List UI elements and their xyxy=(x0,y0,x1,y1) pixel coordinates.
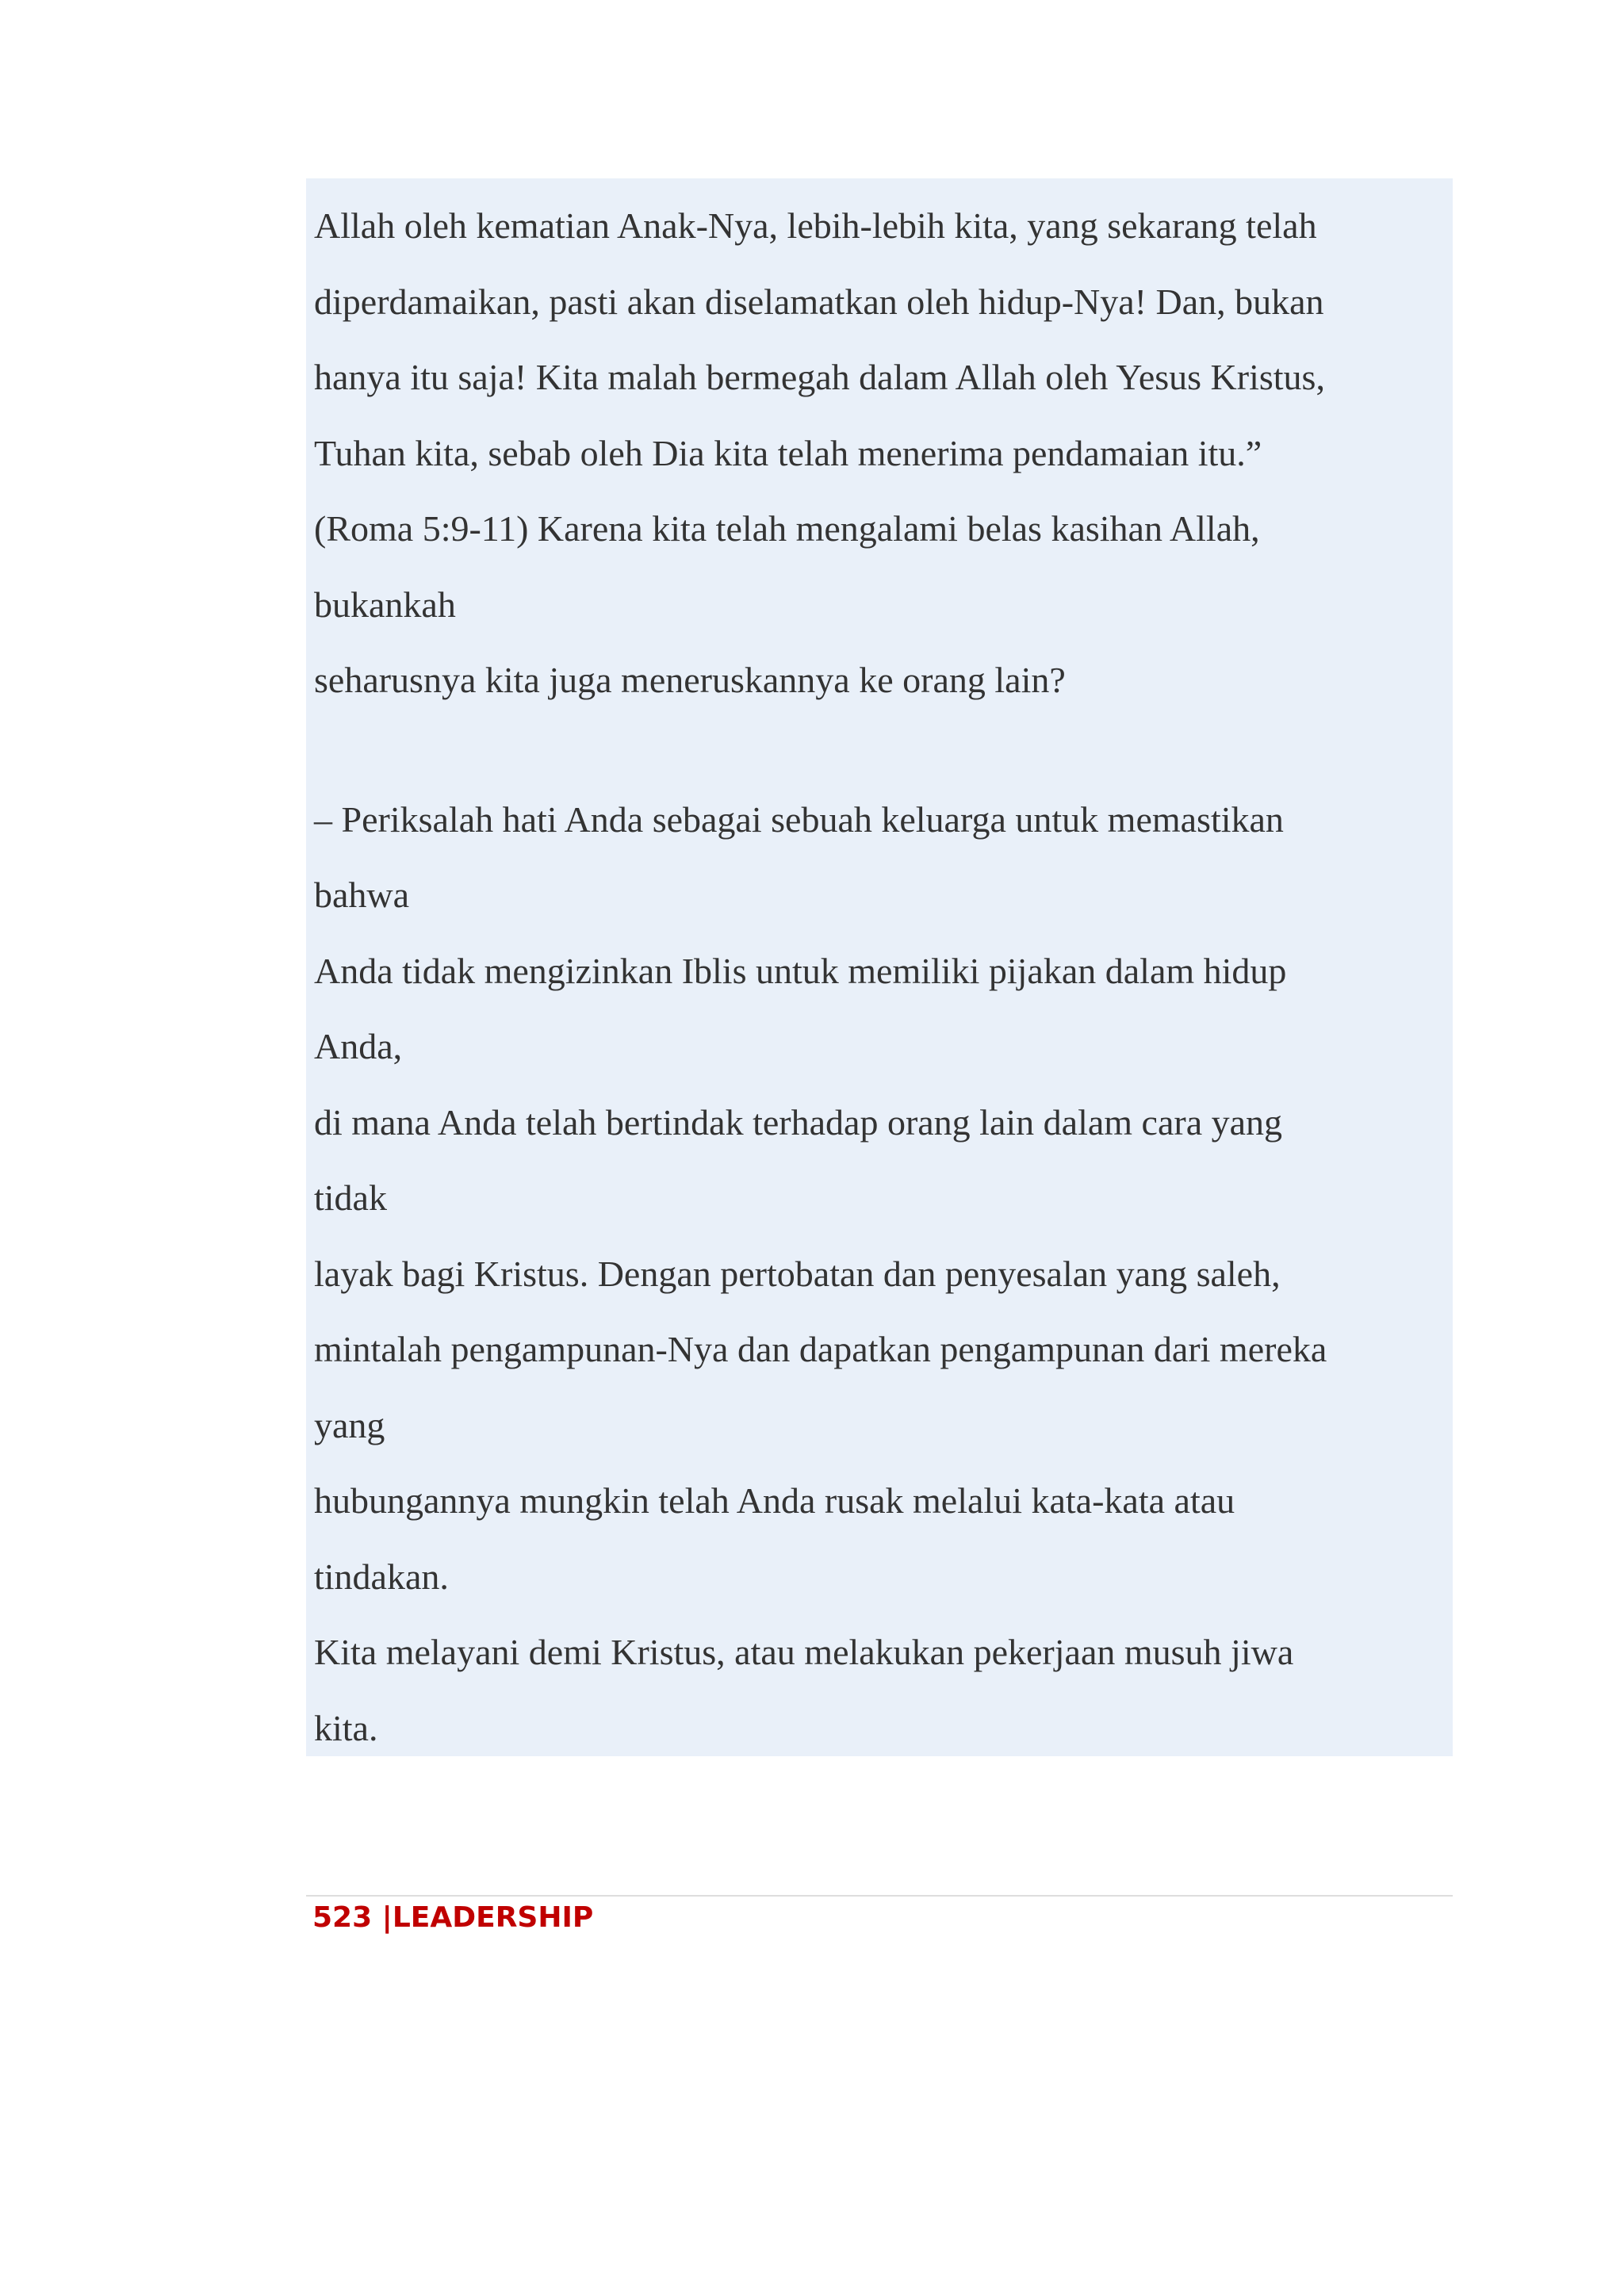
body-line: Kita melayani demi Kristus, atau melakukan pekerjaan musuh jiwa xyxy=(314,1632,1294,1672)
body-line: mintalah pengampunan-Nya dan dapatkan pengampunan dari mereka xyxy=(314,1329,1327,1369)
paragraph-gap xyxy=(314,734,1453,798)
body-line: kita. xyxy=(314,1707,378,1748)
body-line: di mana Anda telah bertindak terhadap orang lain dalam cara yang xyxy=(314,1101,1283,1143)
body-line: bukankah xyxy=(314,584,456,625)
page-footer: 523 |LEADERSHIP xyxy=(312,1901,594,1934)
body-line: Tuhan kita, sebab oleh Dia kita telah menerima pendamaian itu.” xyxy=(314,432,1262,473)
body-line: yang xyxy=(314,1404,385,1445)
body-line: hanya itu saja! Kita malah bermegah dalam Allah oleh Yesus Kristus, xyxy=(314,357,1325,397)
body-line: diperdamaikan, pasti akan diselamatkan oleh hidup-Nya! Dan, bukan xyxy=(314,281,1324,322)
footer-divider xyxy=(306,1895,1453,1897)
body-line: Anda tidak mengizinkan Iblis untuk memiliki pijakan dalam hidup xyxy=(314,950,1287,991)
body-line: tindakan. xyxy=(314,1556,449,1597)
body-line: (Roma 5:9-11) Karena kita telah mengalami belas kasihan Allah, xyxy=(314,508,1260,549)
body-line: Allah oleh kematian Anak-Nya, lebih-lebih kita, yang sekarang telah xyxy=(314,205,1317,246)
body-line: tidak xyxy=(314,1177,387,1218)
body-line: – Periksalah hati Anda sebagai sebuah keluarga untuk memastikan xyxy=(314,798,1284,840)
body-line: layak bagi Kristus. Dengan pertobatan dan penyesalan yang saleh, xyxy=(314,1253,1281,1294)
body-line: bahwa xyxy=(314,875,410,915)
body-line: Anda, xyxy=(314,1026,403,1066)
body-line: hubungannya mungkin telah Anda rusak melalui kata-kata atau xyxy=(314,1480,1235,1521)
body-line: seharusnya kita juga meneruskannya ke orang lain? xyxy=(314,660,1066,700)
highlighted-text-block xyxy=(306,178,1453,1756)
